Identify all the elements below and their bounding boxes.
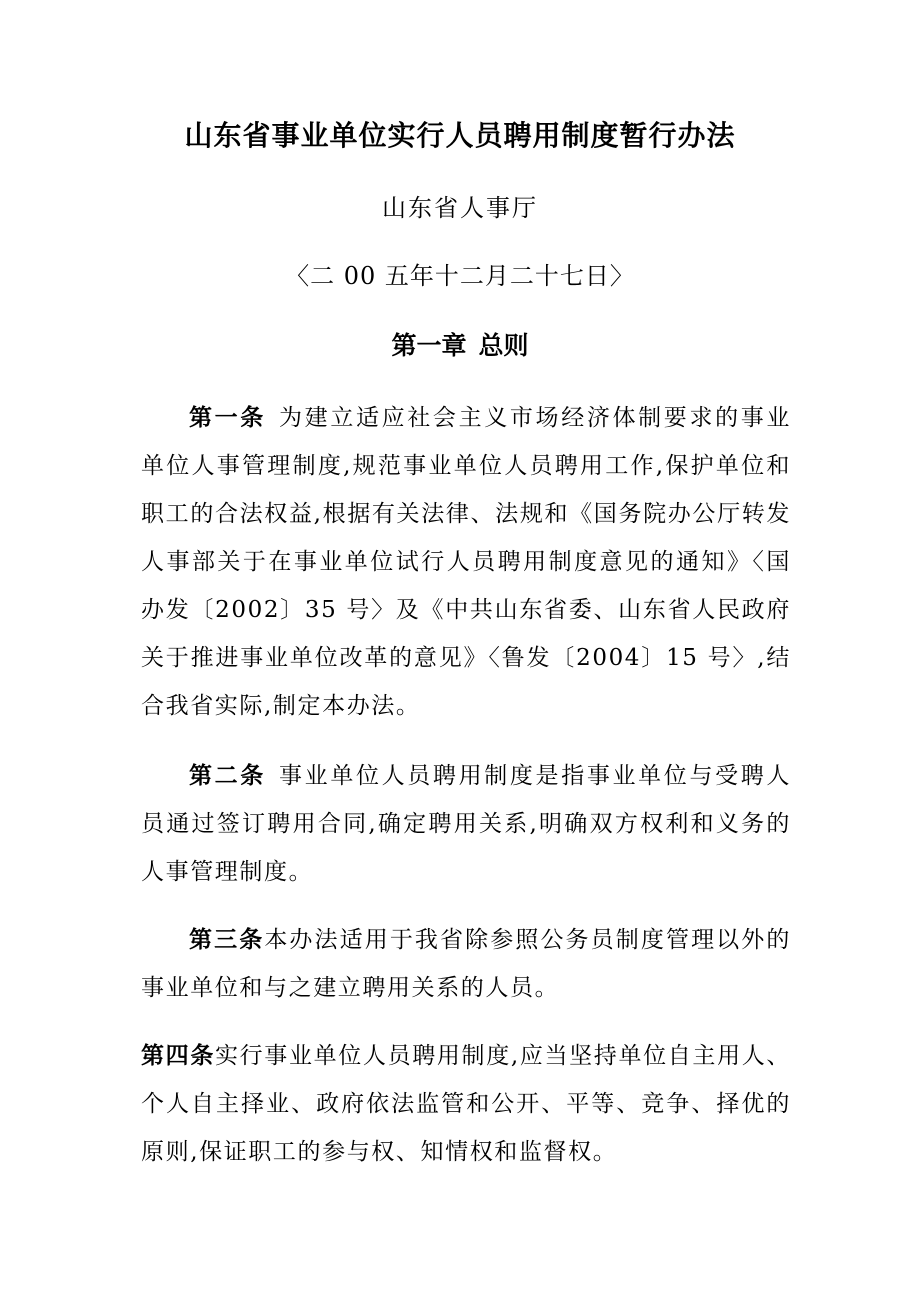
article-label: 第四条 [141, 1042, 215, 1069]
article-3 [141, 916, 791, 1012]
document-issuer: 山东省人事厅 [382, 194, 538, 222]
article-label: 第二条 [189, 762, 266, 789]
article-label: 第一条 [189, 404, 266, 431]
article-4 [141, 1032, 791, 1176]
chapter-name: 总则 [478, 331, 529, 360]
chapter-heading [0, 324, 920, 368]
article-text: 为建立适应社会主义市场经济体制要求的事业单位人事管理制度,规范事业单位人员聘用工作,保护单位和职工的合法权益,根据有关法律、法规和《国务院办公厅转发人事部关于在事业单位试行人员聘用制度意见的通知》〈国办发〔2002〕35 号〉及《中共山东省委、山东省人民政府关于推进事业单位改革的意见》〈鲁发〔2004〕15 号〉,结合我省实际,制定本办法。 [141, 405, 792, 719]
article-text: 事业单位人员聘用制度是指事业单位与受聘人员通过签订聘用合同,确定聘用关系,明确双方权利和义务的人事管理制度。 [141, 763, 792, 885]
article-2 [141, 752, 791, 896]
article-text: 本办法适用于我省除参照公务员制度管理以外的事业单位和与之建立聘用关系的人员。 [141, 927, 791, 1001]
document-date: 〈二 00 五年十二月二十七日〉 [285, 262, 635, 290]
article-label: 第三条 [189, 926, 265, 953]
article-text: 实行事业单位人员聘用制度,应当坚持单位自主用人、个人自主择业、政府依法监管和公开、平等、竞争、择优的原则,保证职工的参与权、知情权和监督权。 [141, 1043, 791, 1165]
article-1 [141, 394, 791, 730]
document-title: 山东省事业单位实行人员聘用制度暂行办法 [184, 119, 736, 152]
chapter-number: 第一章 [391, 331, 467, 360]
